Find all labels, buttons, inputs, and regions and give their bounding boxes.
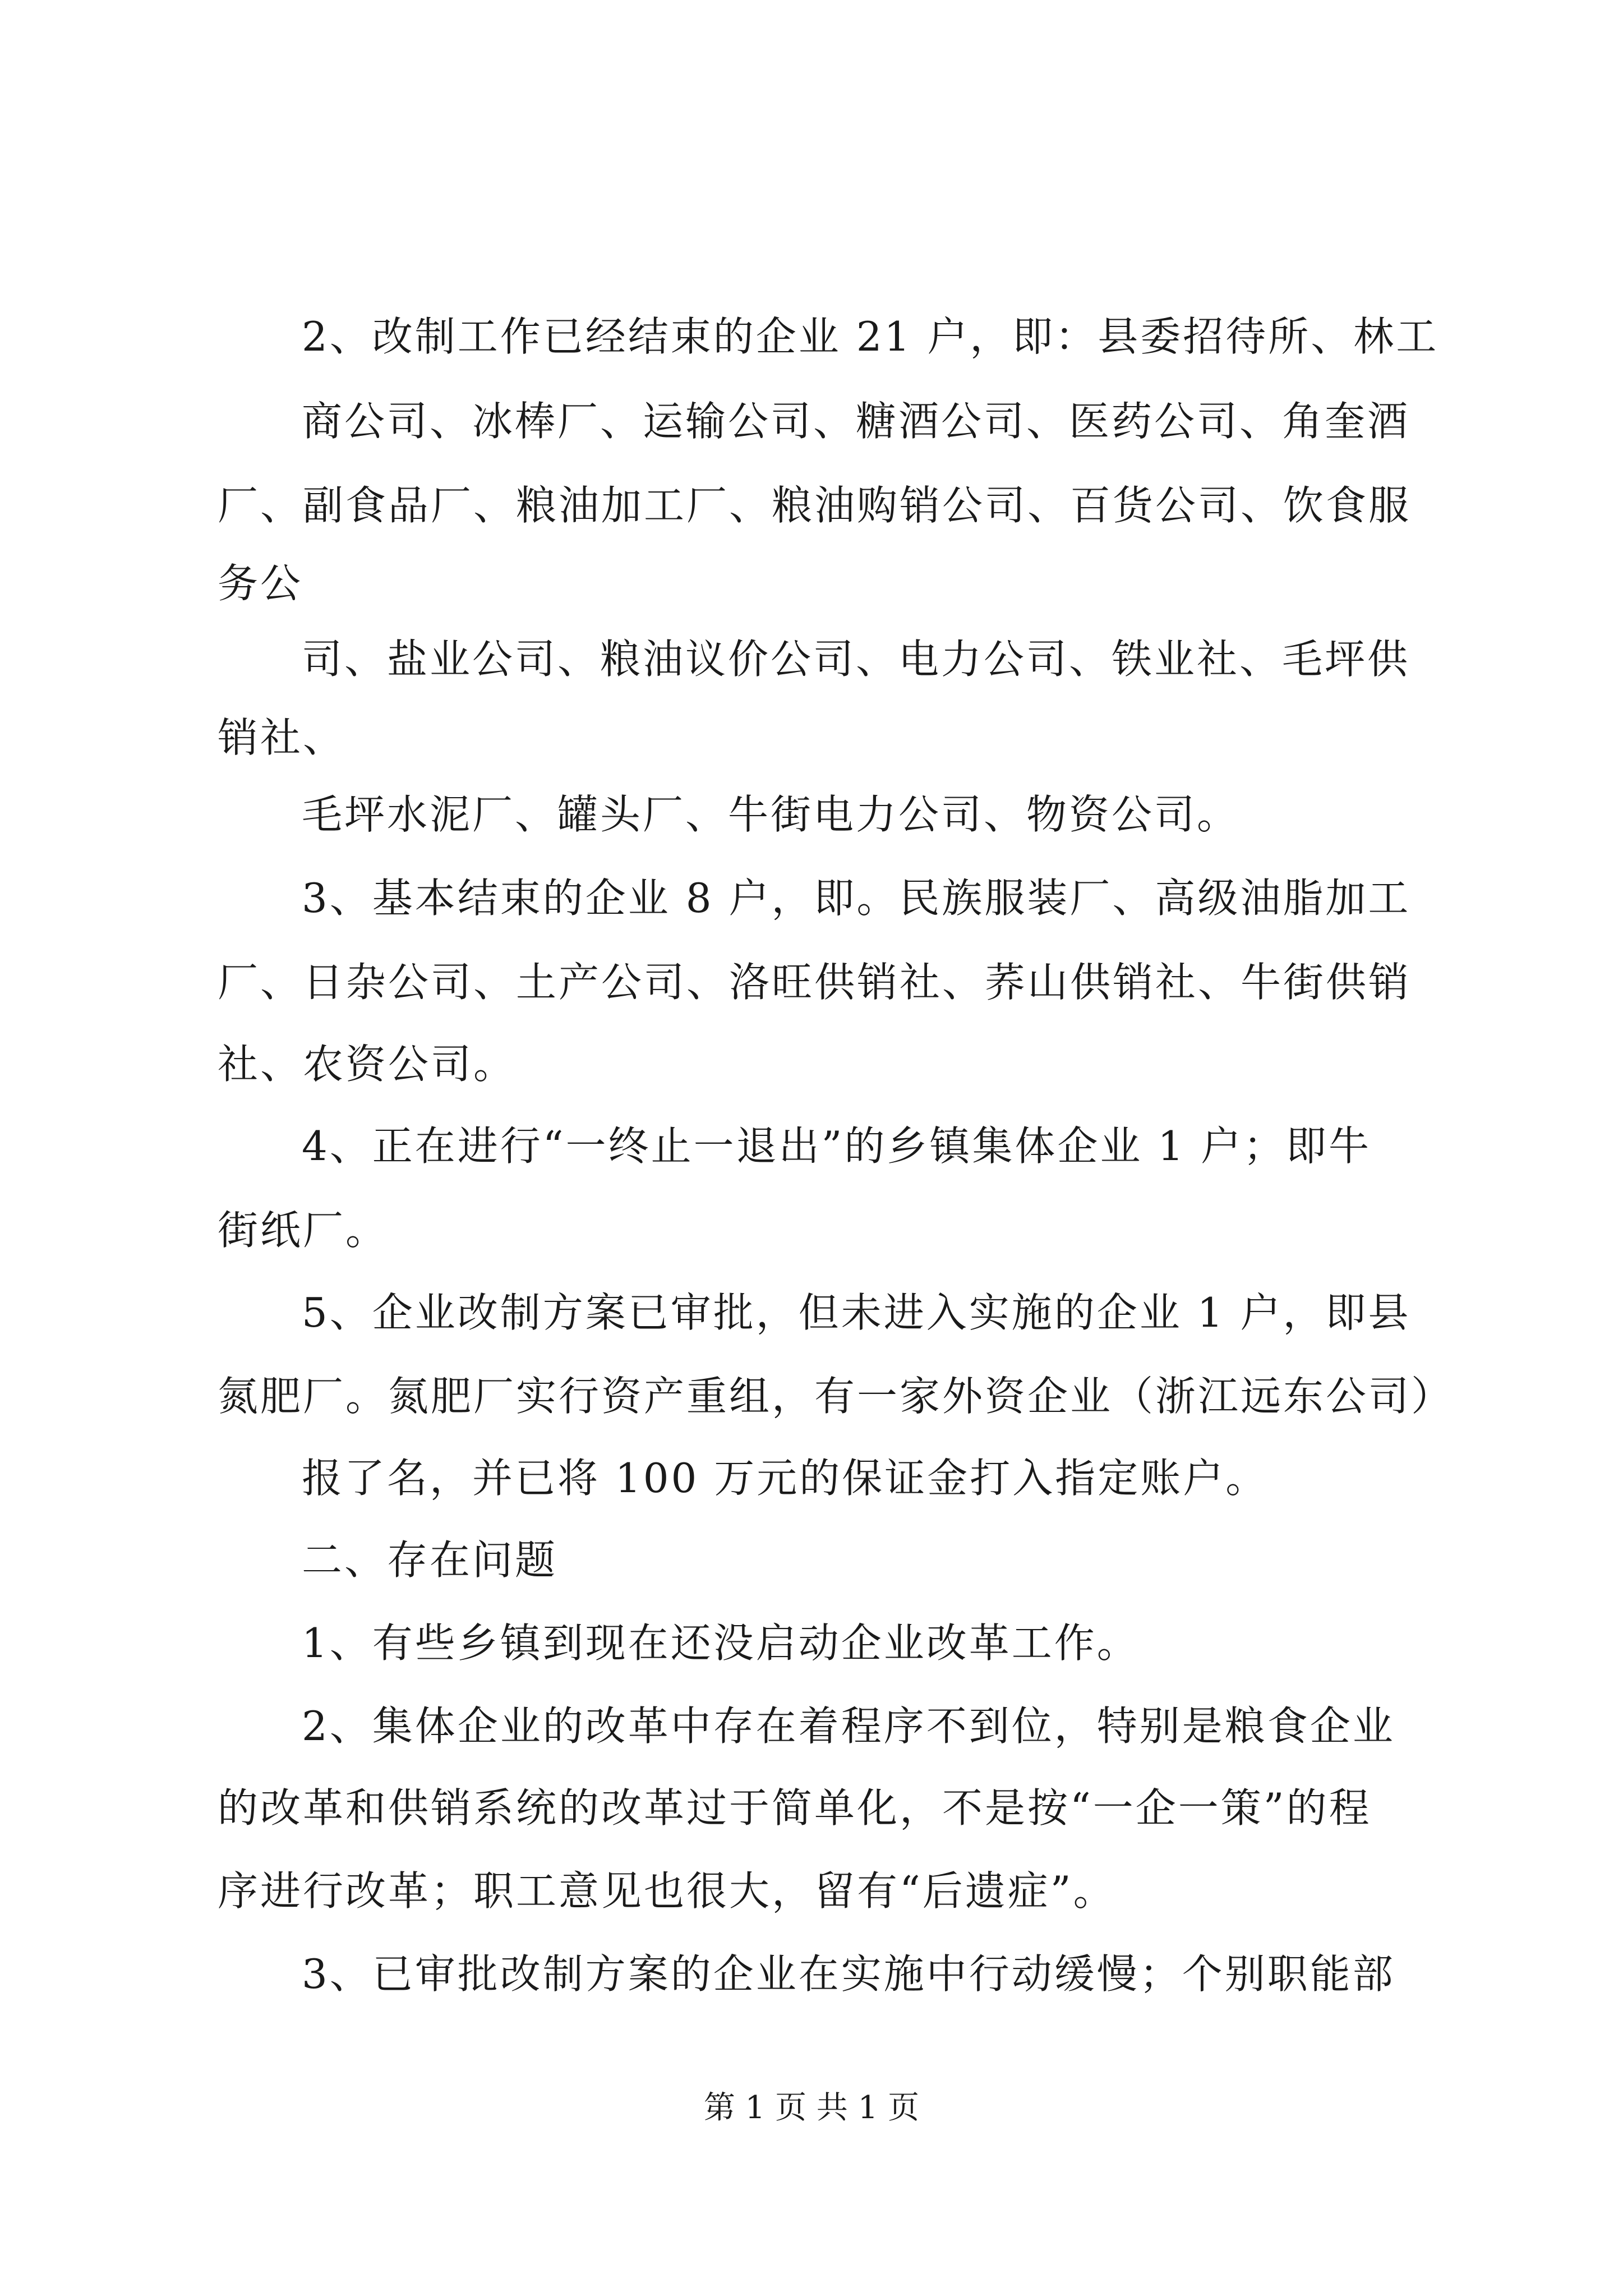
text-line: 销社、 bbox=[218, 714, 346, 761]
text-line: 1、有些乡镇到现在还没启动企业改革工作。 bbox=[302, 1619, 1140, 1667]
text-line: 的改革和供销系统的改革过于简单化，不是按“一企一策”的程 bbox=[218, 1784, 1372, 1832]
text-line: 毛坪水泥厂、罐头厂、牛街电力公司、物资公司。 bbox=[302, 791, 1240, 838]
text-line: 务公 bbox=[218, 560, 303, 607]
text-line: 2、改制工作已经结束的企业 21 户，即：县委招待所、林工 bbox=[302, 313, 1439, 360]
text-line: 厂、日杂公司、土产公司、洛旺供销社、荞山供销社、牛街供销 bbox=[218, 959, 1412, 1006]
text-line: 司、盐业公司、粮油议价公司、电力公司、铁业社、毛坪供 bbox=[302, 636, 1410, 683]
text-line: 氮肥厂。氮肥厂实行资产重组，有一家外资企业（浙江远东公司） bbox=[218, 1373, 1454, 1420]
text-line: 厂、副食品厂、粮油加工厂、粮油购销公司、百货公司、饮食服 bbox=[218, 482, 1412, 529]
text-line: 社、农资公司。 bbox=[218, 1041, 517, 1088]
text-line: 3、已审批改制方案的企业在实施中行动缓慢；个别职能部 bbox=[302, 1950, 1395, 1998]
text-line: 2、集体企业的改革中存在着程序不到位，特别是粮食企业 bbox=[302, 1703, 1395, 1750]
text-line: 街纸厂。 bbox=[218, 1207, 389, 1254]
text-line: 序进行改革；职工意见也很大，留有“后遗症”。 bbox=[218, 1867, 1116, 1915]
text-line: 5、企业改制方案已审批，但未进入实施的企业 1 户，即县 bbox=[302, 1289, 1411, 1336]
text-line: 商公司、冰棒厂、运输公司、糖酒公司、医药公司、角奎酒 bbox=[302, 398, 1410, 445]
section-heading: 二、存在问题 bbox=[302, 1536, 558, 1584]
text-line: 4、正在进行“一终止一退出”的乡镇集体企业 1 户；即牛 bbox=[302, 1122, 1372, 1170]
text-line: 3、基本结束的企业 8 户，即。民族服装厂、高级油脂加工 bbox=[302, 875, 1411, 922]
page-number-footer: 第 1 页 共 1 页 bbox=[703, 2090, 920, 2126]
text-line: 报了名，并已将 100 万元的保证金打入指定账户。 bbox=[302, 1455, 1269, 1502]
